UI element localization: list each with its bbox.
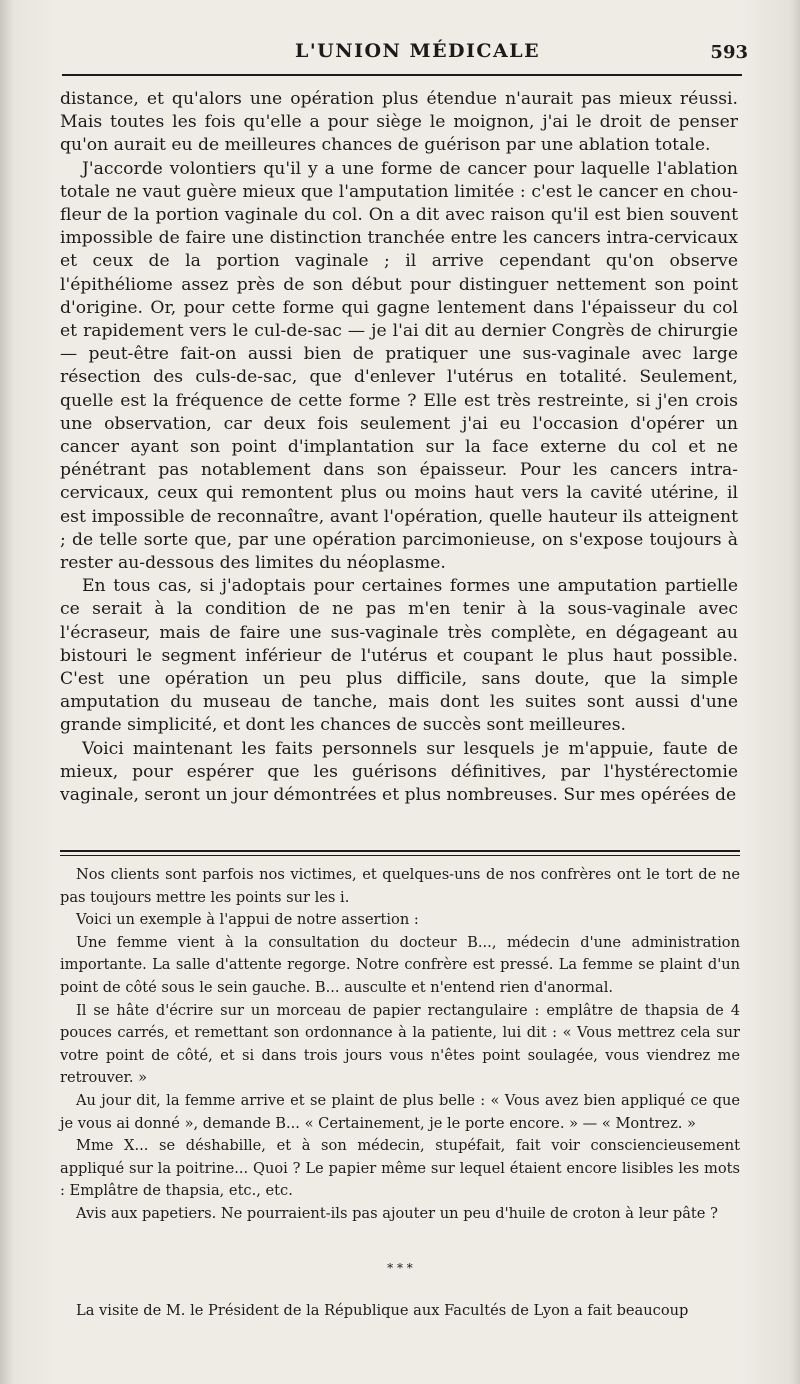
body-paragraph: Voici maintenant les faits personnels sur lesquels je m'appuie, faute de mieux, pour espérer que les guérisons définitives, par l'hystérectomie vaginale, seront un jour démontrées et plus nombreuses. Sur mes opérées de [60, 738, 738, 806]
note-paragraph: Mme X... se déshabille, et à son médecin, stupéfait, fait voir consciencieusement appliqué sur la poitrine... Quoi ? Le papier même sur lequel étaient encore lisibles les mots : Emplâtre de thapsia, etc., etc. [60, 1137, 740, 1200]
note-paragraph: Au jour dit, la femme arrive et se plaint de plus belle : « Vous avez bien appliqué ce que je vous ai donné », demande B... « Certainement, je le porte encore. » — « Montrez. » [60, 1091, 740, 1132]
header-rule [62, 74, 742, 76]
feuilleton-notes [60, 864, 740, 1226]
body-paragraph: J'accorde volontiers qu'il y a une forme de cancer pour laquelle l'ablation totale ne vaut guère mieux que l'amputation limitée : c'est le cancer en chou-fleur de la portion vaginale du col. On a dit avec raison qu'il est bien souvent impossible de faire une distinction tranchée entre les cancers intra-cervicaux et ceux de la portion vaginale ; il arrive cependant qu'on observe l'épithéliome assez près de son début pour distinguer nettement son point d'origine. Or, pour cette forme qui gagne lentement dans l'épaisseur du col et rapidement vers le cul-de-sac — je l'ai dit au dernier Congrès de chirurgie — peut-être fait-on aussi bien de pratiquer une sus-vaginale avec large résection des culs-de-sac, que d'enlever l'utérus en totalité. Seulement, quelle est la fréquence de cette forme ? Elle est très restreinte, si j'en crois une observation, car deux fois seulement j'ai eu l'occasion d'opérer un cancer ayant son point d'implantation sur la face externe du col et ne pénétrant pas notablement dans son épaisseur. Pour les cancers intra-cervicaux, ceux qui remontent plus ou moins haut vers la cavité utérine, il est impossible de reconnaître, avant l'opération, quelle hauteur ils atteignent ; de telle sorte que, par une opération parcimonieuse, on s'expose toujours à rester au-dessous des limites du néoplasme. [60, 158, 738, 574]
running-head [60, 34, 748, 74]
body-paragraph: En tous cas, si j'adoptais pour certaines formes une amputation partielle ce serait à la condition de ne pas m'en tenir à la sous-vaginale avec l'écraseur, mais de faire une sus-vaginale très complète, en dégageant au bistouri le segment inférieur de l'utérus et coupant le plus haut possible. C'est une opération un peu plus difficile, sans doute, que la simple amputation du museau de tanche, mais dont les suites sont aussi d'une grande simplicité, et dont les chances de succès sont meilleures. [60, 576, 738, 736]
page-number: 593 [710, 42, 748, 63]
note-paragraph: Il se hâte d'écrire sur un morceau de papier rectangulaire : emplâtre de thapsia de 4 pouces carrés, et remettant son ordonnance à la patiente, lui dit : « Vous mettrez cela sur votre point de côté, et si dans trois jours vous n'êtes point soulagée, vous viendrez me retrouver. » [60, 1001, 740, 1087]
body-paragraph: distance, et qu'alors une opération plus étendue n'aurait pas mieux réussi. Mais toutes les fois qu'elle a pour siège le moignon, j'ai le droit de penser qu'on aurait eu de meilleures chances de guérison par une ablation totale. [60, 89, 738, 156]
asterism: * * * [387, 1261, 413, 1275]
note-last-line: La visite de M. le Président de la République aux Facultés de Lyon a fait beaucoup [76, 1302, 689, 1319]
section-divider [60, 850, 740, 856]
note-paragraph: Une femme vient à la consultation du docteur B..., médecin d'une administration importante. La salle d'attente regorge. Notre confrère est pressé. La femme se plaint d'un point de côté sous le sein gauche. B... ausculte et n'entend rien d'anormal. [60, 933, 740, 996]
note-paragraph: Nos clients sont parfois nos victimes, et quelques-uns de nos confrères ont le tort de ne pas toujours mettre les points sur les i. [60, 866, 740, 906]
note-paragraph: Voici un exemple à l'appui de notre assertion : [76, 911, 419, 929]
main-text [60, 88, 738, 807]
journal-title: L'UNION MÉDICALE [295, 40, 541, 62]
note-paragraph: Avis aux papetiers. Ne pourraient-ils pas ajouter un peu d'huile de croton à leur pâte ? [76, 1204, 718, 1222]
